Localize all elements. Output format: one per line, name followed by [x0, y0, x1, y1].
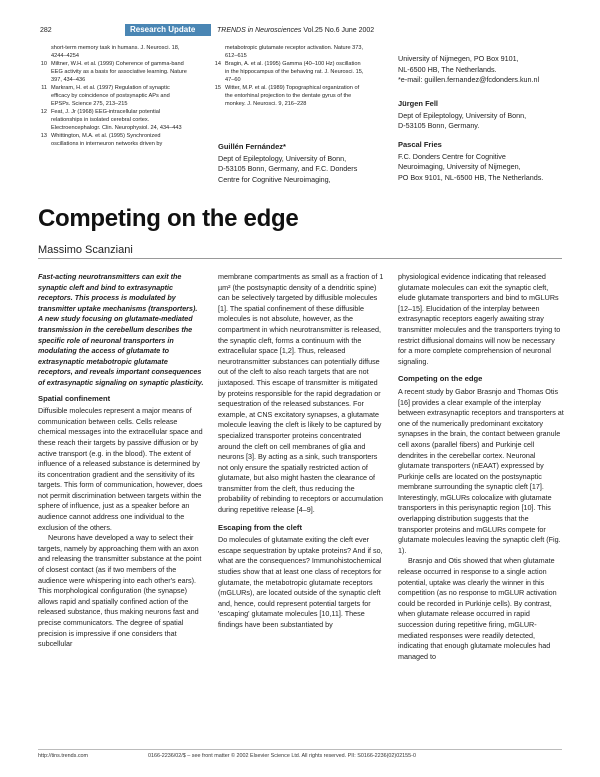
section-heading: Spatial confinement: [38, 393, 111, 403]
body-column-2: [218, 272, 384, 631]
affiliation-fell: [398, 99, 573, 132]
reference-item: 10 Miltner, W.H. et al. (1999) Coherence of gamma-band EEG activity as a basis for associative learning. Nature 397, 434–436: [40, 61, 187, 83]
abstract: Fast-acting neurotransmitters can exit the synaptic cleft and bind to extrasynaptic receptors. This process is modulated by transmitter uptake mechanisms (transporters). A new study focusing on glutamate-mediated transmission in the cerebellum describes the specific role of neuronal transporters in modulating the access of glutamate to extrasynaptic metabotropic glutamate receptors, and reveals important consequences of extrasynaptic signaling on synaptic plasticity.: [38, 272, 204, 387]
article-title: Competing on the edge: [38, 205, 299, 232]
affiliation-line: NL-6500 HB, The Netherlands.: [398, 64, 497, 74]
body-column-1: [38, 272, 204, 650]
journal-url[interactable]: http://tins.trends.com: [38, 753, 89, 759]
author-name: Pascal Fries: [398, 140, 442, 149]
affiliation-line: F.C. Donders Centre for Cognitive: [398, 151, 506, 161]
affiliation-fernandez-cont: [398, 54, 573, 86]
section-heading: Escaping from the cleft: [218, 522, 302, 532]
journal-issue: Vol.25 No.6 June 2002: [301, 27, 375, 34]
affiliation-line: D-53105 Bonn, Germany, and F.C. Donders: [218, 164, 358, 173]
reference-item: short-term memory task in humans. J. Neurosci. 18, 4244–4254: [51, 45, 180, 59]
references-list-2: [212, 44, 364, 108]
article-author: Massimo Scanziani: [38, 244, 133, 256]
affiliation-line: PO Box 9101, NL-6500 HB, The Netherlands.: [398, 172, 544, 182]
author-name: Jürgen Fell: [398, 99, 439, 108]
reference-item: 12 Feat, J. Jr (1968) EEG-intracellular potential relationships in isolated cerebral cortex. Electroencephalogr. Clin. Neurophysiol. 24, 434–443: [40, 109, 182, 131]
paragraph: membrane compartments as small as a fraction of 1 µm² (the postsynaptic density of a dendritic spine) can be selectively targeted by diffusible molecules [1]. The spatial confinement of these diffusible molecules is not absolute, however, as the compartment in which neurotransmitter is released, the synaptic cleft, forms a continuum with the extracellular space [1,2]. Thus, released neurotransmitter substances can potentially diffuse out of the cleft to also reach targets that are not juxtaposed. This escape of transmitter is mitigated by proteins responsible for the rapid degradation or sequestration of the released substances. For example, at CNS excitatory synapses, a glutamate molecule leaving the cleft is likely to be captured by specialized transporter proteins concentrated around the cleft on cell membranes of glia and neurons [3]. By acting as a sink, such transporters not only ensure the spatially restricted action of glutamate, but also might hasten the clearance of transmitter from the cleft, thus reducing the probability of rebinding to receptors or accumulation during repetitive release [4–9].: [218, 272, 384, 515]
journal-header: [217, 27, 374, 34]
body-column-3: [398, 272, 564, 662]
paragraph: A recent study by Gabor Brasnjo and Thomas Otis [16] provides a clear example of the interplay between extrasynaptic receptors and transporters at one of the numerically predominant excitatory synapses in the brain, the contact between granule cell axons (parallel fibers) and Purkinje cell dendrites in the cerebellar cortex. Neuronal glutamate transporters (nEAAT) expressed by Purkinje cells are located on the postsynaptic membrane surrounding the synaptic cleft [17]. Interestingly, mGLURs colocalize with glutamate transporters in this perisynaptic region [10]. This overlapping distribution suggests that the transporter proteins and mGLURs compete for glutamate molecules leaving the synaptic cleft (Fig. 1).: [398, 386, 564, 555]
affiliation-fernandez: [218, 142, 388, 185]
references-list-1: [38, 44, 188, 148]
paragraph: Brasnjo and Otis showed that when glutamate release occurred in response to a single action potential, uptake was clearly the winner in this competition (as no response to mGLUR activation could be recorded in Purkinje cells). By contrast, when glutamate release occurred in rapid succession during repetitive firing, mGLUR-mediated responses were readily detected, indicating that enough glutamate molecules had managed to: [398, 556, 557, 661]
reference-item: metabotropic glutamate receptor activation. Nature 373, 612–615: [225, 45, 364, 59]
affiliation-line: Dept of Epileptology, University of Bonn,: [218, 153, 347, 163]
affiliation-line: Dept of Epileptology, University of Bonn,: [398, 110, 527, 120]
affiliation-line: Neuroimaging, University of Nijmegen,: [398, 162, 521, 171]
reference-item: 14 Bragin, A. et al. (1995) Gamma (40–100 Hz) oscillation in the hippocampus of the behaving rat. J. Neurosci. 15, 47–60: [214, 61, 364, 83]
copyright-notice: 0166-2236/02/$ – see front matter © 2002 Elsevier Science Ltd. All rights reserved. PII: S0166-2236(02)02155-0: [148, 753, 416, 759]
affiliation-fries: [398, 140, 573, 183]
reference-item: 15 Witter, M.P. et al. (1989) Topographical organization of the entorhinal projection to the dentate gyrus of the monkey. J. Neurosci. 9, 216–228: [214, 85, 360, 107]
paragraph: Do molecules of glutamate exiting the cleft ever escape sequestration by uptake proteins? And if so, what are the consequences? Immunohistochemical studies show that at least one class of receptors for glutamate, the metabotropic glutamate receptors (mGLURs), are located outside of the synaptic cleft and, hence, could represent potential targets for 'escaping' glutamate molecules [10,11]. These findings have been substantiated by: [218, 535, 383, 629]
journal-name: TRENDS in Neurosciences: [217, 27, 302, 34]
section-tag: Research Update: [125, 24, 211, 36]
author-name: Guillén Fernández*: [218, 142, 286, 151]
page-number: 282: [40, 27, 52, 34]
paragraph: Diffusible molecules represent a major means of communication between cells. Cells release chemical messages into the extracellular space and these reach their targets by passive diffusion or by active transport (e.g. in the blood). The extent of influence of a released substance is determined by its concentration gradient and the sensitivity of its targets. This form of communication, however, does not permit discrimination between targets within the sphere of influence, just as a speaker before an audience cannot address one individual to the exclusion of the others.: [38, 406, 203, 532]
affiliation-line: University of Nijmegen, PO Box 9101,: [398, 54, 519, 63]
reference-item: 11 Markram, H. et al. (1997) Regulation of synaptic efficacy by coincidence of postsynaptic APs and EPSPs. Science 275, 213–215: [41, 85, 170, 107]
paragraph: Neurons have developed a way to select their targets, namely by approaching them with an axon and releasing the transmitter substance at the point of closest contact (as if two members of the audience were whispering into each other's ears). This morphological configuration (the synapse) allows rapid and spatially confined action of the released substance, thus making neurons fast and precise communicators. The degree of spatial precision is impressive if one considers that subcellular: [38, 533, 202, 649]
email-link[interactable]: *e-mail: guillen.fernandez@fcdonders.kun.nl: [398, 75, 540, 84]
affiliation-line: Centre for Cognitive Neuroimaging,: [218, 174, 331, 184]
affiliation-line: D-53105 Bonn, Germany.: [398, 121, 480, 130]
page-footer: [38, 749, 562, 759]
paragraph: physiological evidence indicating that released glutamate molecules can exit the synaptic cleft, elude glutamate transporters and bind to mGLURs [12–15]. Elucidation of the interplay between extrasynaptic receptors eagerly awaiting stray transmitter molecules and the transporters trying to restrict diffusional domains will now be necessary for a more complete comprehension of neuronal signaling.: [398, 272, 561, 366]
title-divider: [38, 258, 562, 259]
section-heading: Competing on the edge: [398, 374, 483, 384]
reference-item: 13 Whittington, M.A. et al. (1995) Synchronized oscillations in interneuron networks driven by: [40, 133, 163, 147]
